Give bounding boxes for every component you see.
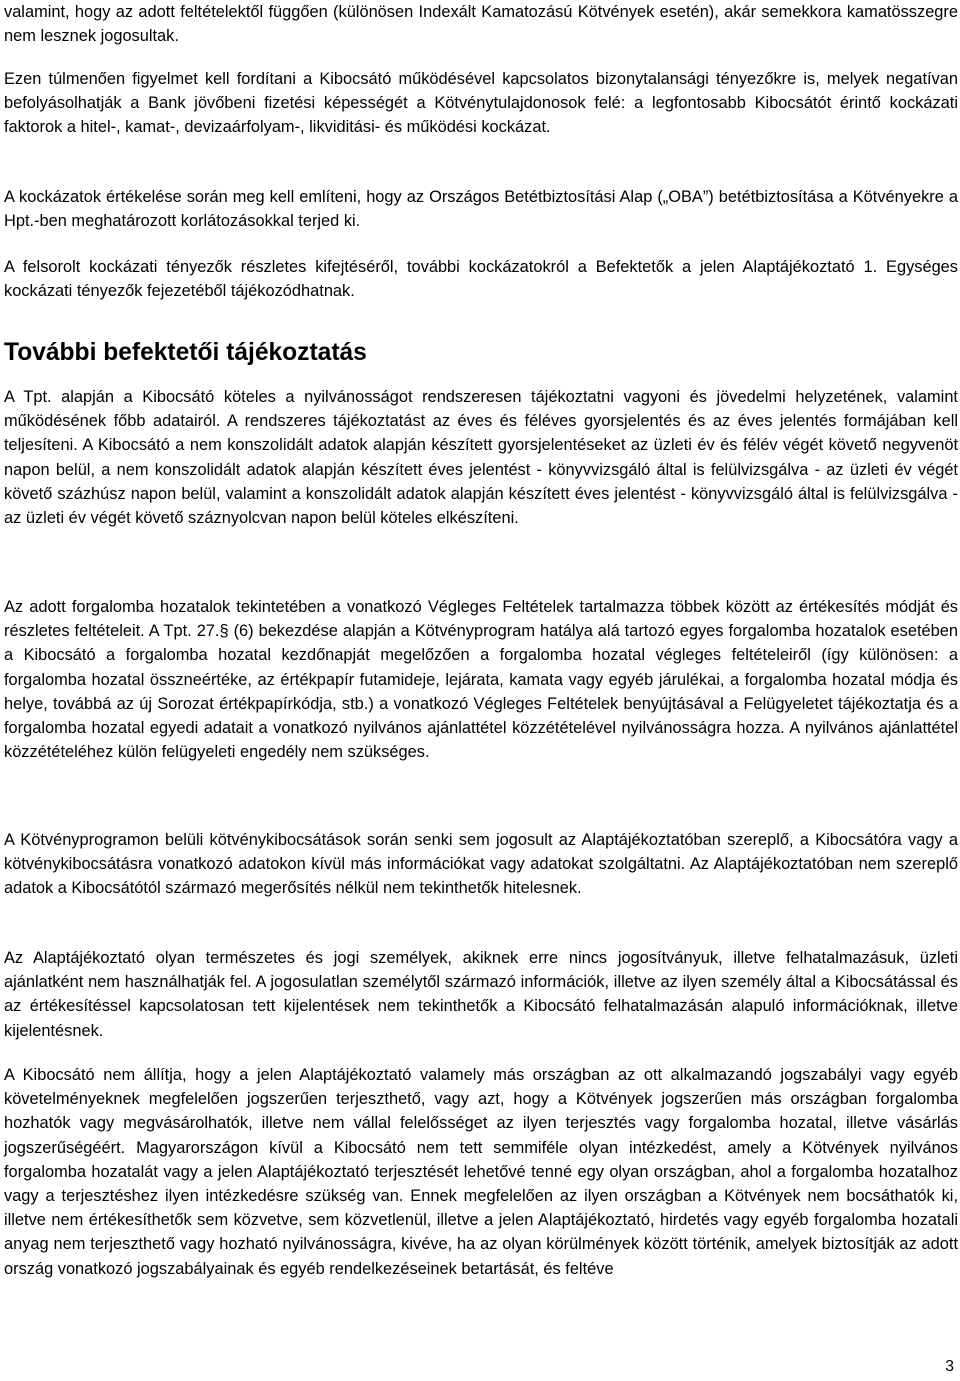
paragraph-distribution-restrictions: A Kibocsátó nem állítja, hogy a jelen Alaptájékoztató valamely más országban az ott alkalmazandó jogszabályi vagy egyéb követelményeknek megfelelően jogszerűen terjeszthető, vagy azt, hogy a Kötvények jogszerűen más országban forgalomba hozhatók vagy megvásárolhatók, illetve nem vállal felelősséget az ilyen terjesztés vagy forgalomba hozatal, illetve vásárlás jogszerűségéért. Magyarországon kívül a Kibocsátó nem tett semmiféle olyan intézkedést, amely a Kötvények nyilvános forgalomba hozatalát vagy a jelen Alaptájékoztató terjesztését lehetővé tenné egy olyan országban, ahol a forgalomba hozatalhoz vagy a terjesztéshez ilyen intézkedésre szükség van. Ennek megfelelően az ilyen országban a Kötvények nem bocsáthatók ki, illetve nem értékesíthetők sem közvetve, sem közvetlenül, illetve a jelen Alaptájékoztató, hirdetés vagy egyéb forgalomba hozatali anyag nem terjeszthető vagy hozható nyilvánosságra, kivéve, ha az olyan körülmények között történik, amelyek biztosítják az adott ország vonatkozó jogszabályainak és egyéb rendelkezéseinek betartását, és feltéve bbox=[4, 1066, 958, 1278]
paragraph-issuer-risks: Ezen túlmenően figyelmet kell fordítani a Kibocsátó működésével kapcsolatos bizonytalansági tényezőkre is, melyek negatívan befolyásolhatják a Bank jövőbeni fizetési képességét a Kötvénytulajdonosok felé: a legfontosabb Kibocsátót érintő kockázati faktorok a hitel-, kamat-, devizaárfolyam-, likviditási- és működési kockázat. bbox=[4, 70, 958, 137]
paragraph-reporting-obligations: A Tpt. alapján a Kibocsátó köteles a nyilvánosságot rendszeresen tájékoztatni vagyoni és jövedelmi helyzetének, valamint működésének főbb adatairól. A rendszeres tájékoztatást az éves és féléves gyorsjelentés és az éves jelentés formájában kell teljesíteni. A Kibocsátó a nem konszolidált adatok alapján készített gyorsjelentéseket az üzleti év és félév végét követő negyvenöt napon belül, a nem konszolidált adatok alapján készített éves jelentést - könyvvizsgáló által is felülvizsgálva - az üzleti év végét követő százhúsz napon belül, valamint a konszolidált adatok alapján készített éves jelentést - könyvvizsgáló által is felülvizsgálva - az üzleti év végét követő száznyolcvan napon belül köteles elkészíteni. bbox=[4, 388, 958, 528]
paragraph-unauthorized-persons: Az Alaptájékoztató olyan természetes és jogi személyek, akiknek erre nincs jogosítványuk, illetve felhatalmazásuk, üzleti ajánlatként nem használhatják fel. A jogosulatlan személytől származó információk, illetve az ilyen személy által a Kibocsátással és az értékesítéssel kapcsolatosan tett kijelentések nem tekinthetők a Kibocsátó felhatalmazásán alapuló információknak, illetve kijelentésnek. bbox=[4, 949, 958, 1040]
paragraph-continuation: valamint, hogy az adott feltételektől függően (különösen Indexált Kamatozású Kötvények esetén), akár semekkora kamatösszegre nem lesznek jogosultak. bbox=[4, 3, 958, 46]
paragraph-deposit-insurance: A kockázatok értékelése során meg kell említeni, hogy az Országos Betétbiztosítási Alap („OBA”) betétbiztosítása a Kötvényekre a Hpt.-ben meghatározott korlátozásokkal terjed ki. bbox=[4, 188, 958, 231]
section-heading: További befektetői tájékoztatás bbox=[4, 339, 367, 366]
paragraph-authorized-information: A Kötvényprogramon belüli kötvénykibocsátások során senki sem jogosult az Alaptájékoztatóban szereplő, a Kibocsátóra vagy a kötvénykibocsátásra vonatkozó adatokon kívül más információkat vagy adatokat szolgáltatni. Az Alaptájékoztatóban nem szereplő adatok a Kibocsátótól származó megerősítés nélkül nem tekinthetők hitelesnek. bbox=[4, 831, 958, 898]
paragraph-risk-factors-reference: A felsorolt kockázati tényezők részletes kifejtéséről, további kockázatokról a Befektetők a jelen Alaptájékoztató 1. Egységes kockázati tényezők fejezetéből tájékozódhatnak. bbox=[4, 258, 958, 301]
paragraph-final-terms: Az adott forgalomba hozatalok tekintetében a vonatkozó Végleges Feltételek tartalmazza többek között az értékesítés módját és részletes feltételeit. A Tpt. 27.§ (6) bekezdése alapján a Kötvényprogram hatálya alá tartozó egyes forgalomba hozatalok esetében a Kibocsátó a forgalomba hozatal kezdőnapját megelőzően a forgalomba hozatal végleges feltételeiről (így különösen: a forgalomba hozatal összneértéke, az értékpapír futamideje, lejárata, kamata vagy egyéb járulékai, a forgalomba hozatal módja és helye, továbbá az új Sorozat értékpapírkódja, stb.) a vonatkozó Végleges Feltételek benyújtásával a Felügyeletet tájékoztatja és a forgalomba hozatal egyedi adatait a vonatkozó nyilvános ajánlattétel közzétételével nyilvánosságra hozza. A nyilvános ajánlattétel közzétételéhez külön felügyeleti engedély nem szükséges. bbox=[4, 598, 958, 762]
